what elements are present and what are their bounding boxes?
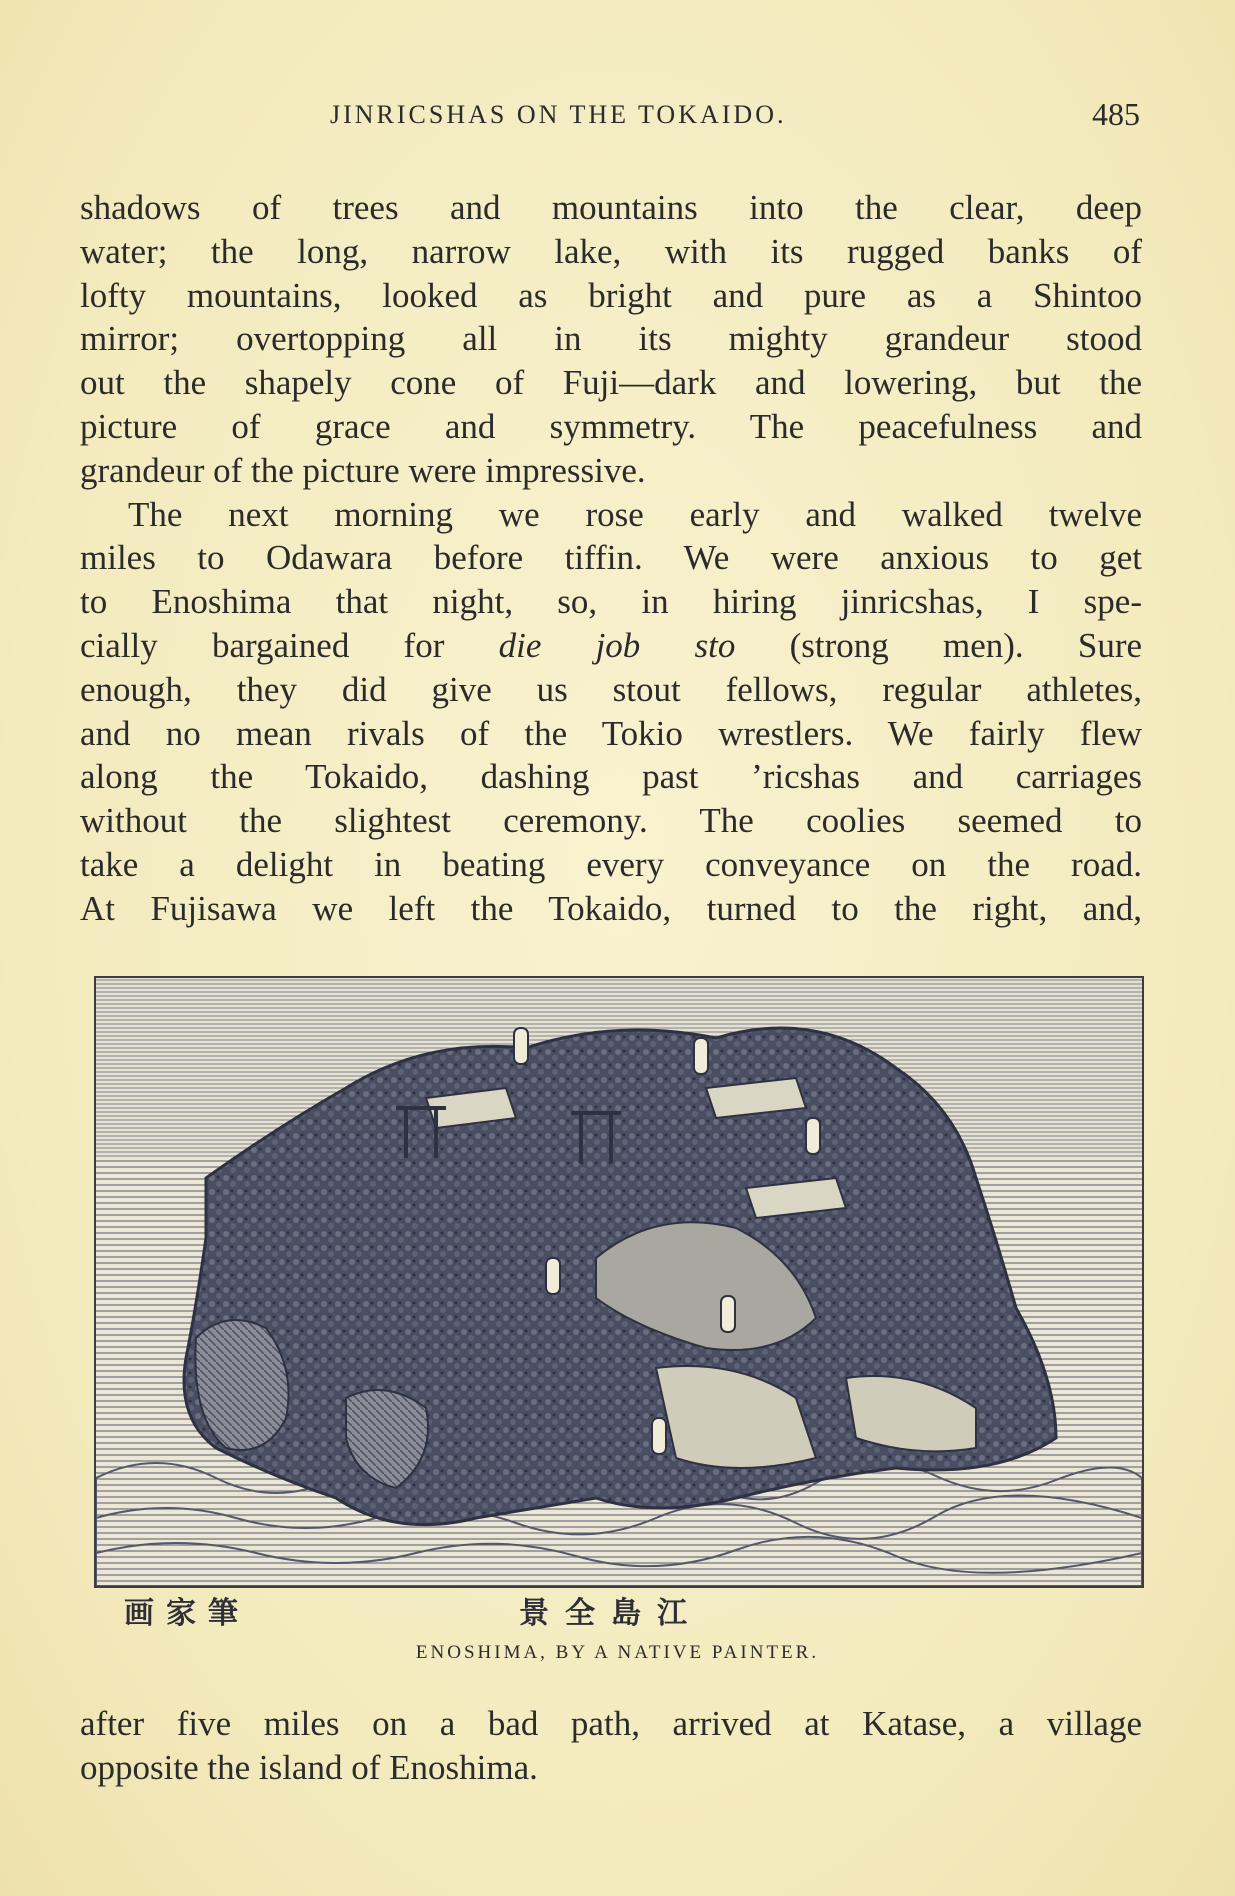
text-line: to Enoshima that night, so, in hiring jinricshas, I spe- bbox=[80, 582, 1142, 622]
text-line: grandeur of the picture were impressive. bbox=[80, 450, 646, 490]
text-segment: cially bargained for bbox=[80, 625, 445, 665]
text-line: At Fujisawa we left the Tokaido, turned to the right, and, bbox=[80, 888, 1142, 928]
running-title: JINRICSHAS ON THE TOKAIDO. bbox=[330, 100, 787, 129]
text-line: miles to Odawara before tiffin. We were anxious to get bbox=[80, 538, 1142, 578]
body-text-top bbox=[80, 186, 1142, 931]
island-engraving bbox=[96, 978, 1142, 1586]
text-line: without the slightest ceremony. The coolies seemed to bbox=[80, 801, 1142, 841]
running-head bbox=[80, 96, 1140, 136]
text-line: take a delight in beating every conveyance on the road. bbox=[80, 844, 1142, 884]
title-glyphs: 景全島江 bbox=[519, 1597, 703, 1630]
text-line: mirror; overtopping all in its mighty grandeur stood bbox=[80, 319, 1142, 359]
text-segment: (strong men). Sure bbox=[789, 625, 1143, 665]
text-line-with-italic bbox=[80, 624, 1142, 668]
body-text-bottom bbox=[80, 1702, 1142, 1790]
text-line: enough, they did give us stout fellows, regular athletes, bbox=[80, 669, 1142, 709]
engraving-illustration bbox=[94, 976, 1144, 1588]
painter-glyphs bbox=[94, 1588, 1140, 1628]
text-line: lofty mountains, looked as bright and pure as a Shintoo bbox=[80, 275, 1142, 315]
figure-caption: ENOSHIMA, BY A NATIVE PAINTER. bbox=[415, 1642, 820, 1663]
signature-glyphs: 画家筆 bbox=[124, 1597, 250, 1630]
text-line: shadows of trees and mountains into the clear, deep bbox=[80, 188, 1142, 227]
text-line: and no mean rivals of the Tokio wrestlers. We fairly flew bbox=[80, 713, 1142, 753]
text-line: along the Tokaido, dashing past ’ricshas and carriages bbox=[80, 757, 1142, 797]
page-number: 485 bbox=[1092, 96, 1140, 132]
text-line: The next morning we rose early and walked twelve bbox=[128, 494, 1142, 534]
text-line: after five miles on a bad path, arrived at Katase, a village bbox=[80, 1704, 1142, 1743]
text-line: opposite the island of Enoshima. bbox=[80, 1747, 538, 1787]
text-line: out the shapely cone of Fuji—dark and lowering, but the bbox=[80, 363, 1142, 403]
italic-phrase: die job sto bbox=[498, 625, 736, 665]
text-line: picture of grace and symmetry. The peacefulness and bbox=[80, 406, 1142, 446]
text-line: water; the long, narrow lake, with its rugged banks of bbox=[80, 231, 1142, 271]
